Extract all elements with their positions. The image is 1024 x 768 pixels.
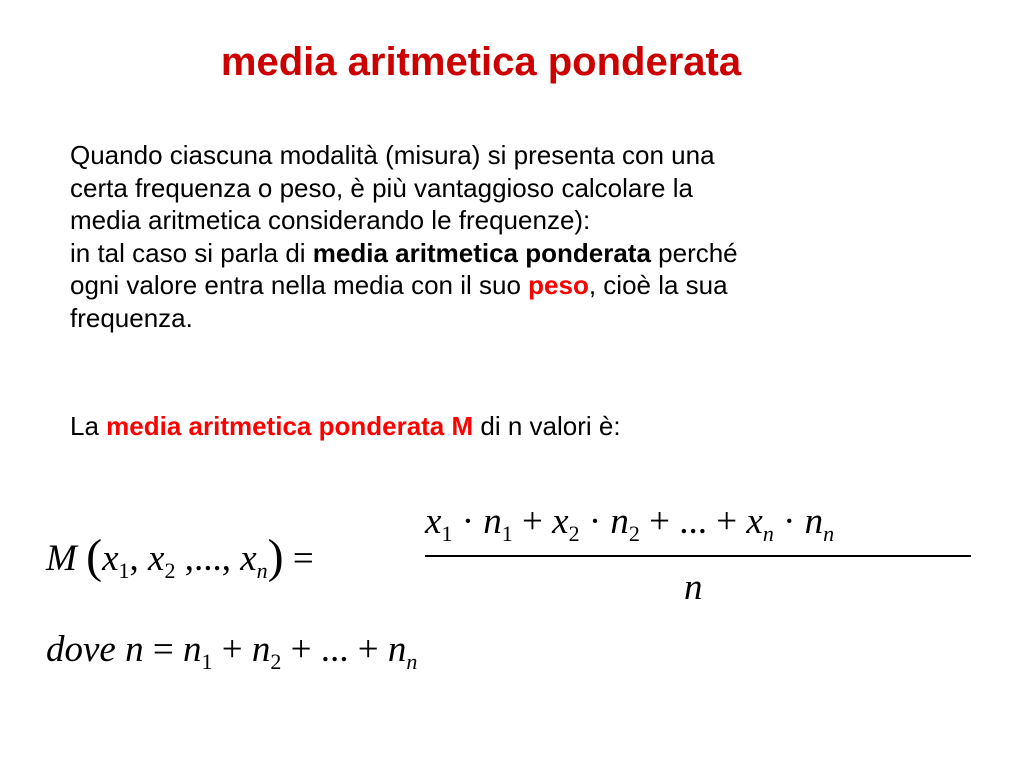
formula-equals: = xyxy=(283,538,314,579)
intro-post: di n valori è: xyxy=(473,411,621,441)
dove-n2-sub: 2 xyxy=(270,649,282,674)
dove-word: dove xyxy=(46,629,116,670)
formula-x1-sub: 1 xyxy=(118,558,130,583)
dove-plus2: + ... + xyxy=(281,629,388,670)
num-dot2: · xyxy=(579,501,611,542)
para-line-4-bold: media aritmetica ponderata xyxy=(312,237,651,268)
formula-close-paren: ) xyxy=(267,530,284,583)
fraction-bar xyxy=(425,555,971,557)
num-dot1: · xyxy=(452,501,484,542)
num-n2: n xyxy=(610,501,629,542)
num-dot3: · xyxy=(773,501,805,542)
num-nn-sub: n xyxy=(823,521,835,546)
slide-title: media aritmetica ponderata xyxy=(220,40,742,84)
num-x2-sub: 2 xyxy=(568,521,580,546)
formula-x1: x xyxy=(102,538,119,579)
dove-plus1: + xyxy=(212,629,252,670)
dove-equals: = xyxy=(143,629,183,670)
num-xn-sub: n xyxy=(762,521,774,546)
num-plus1: + xyxy=(512,501,553,542)
dove-nn-sub: n xyxy=(406,649,418,674)
para-line-5-post: , cioè la sua xyxy=(588,270,728,300)
definition-paragraph xyxy=(70,139,970,334)
dove-n2: n xyxy=(251,629,271,670)
formula-dove xyxy=(46,628,418,674)
formula-lhs xyxy=(46,527,314,582)
formula-xn: x xyxy=(240,538,257,579)
num-xn: x xyxy=(746,501,763,542)
num-x1: x xyxy=(425,501,442,542)
para-line-5-red: peso xyxy=(528,270,589,300)
para-line-6: frequenza. xyxy=(70,302,193,333)
dove-n: n xyxy=(115,629,144,670)
formula-denominator: n xyxy=(684,567,703,608)
para-line-4-post: perché xyxy=(650,237,738,268)
num-n1-sub: 1 xyxy=(501,521,513,546)
intro-red: media aritmetica ponderata M xyxy=(106,411,474,441)
formula-xn-sub: n xyxy=(256,558,268,583)
dove-nn: n xyxy=(387,629,407,670)
formula-M: M xyxy=(46,538,77,579)
num-nn: n xyxy=(804,501,824,542)
formula-x2: x xyxy=(148,538,165,579)
para-line-3: media aritmetica considerando le frequenze): xyxy=(70,205,591,235)
intro-pre: La xyxy=(70,411,107,441)
num-x1-sub: 1 xyxy=(441,521,453,546)
num-n1: n xyxy=(483,501,502,542)
formula-open-paren: ( xyxy=(86,530,103,583)
dove-n1-sub: 1 xyxy=(201,649,213,674)
num-n2-sub: 2 xyxy=(628,521,640,546)
formula-x2-sub: 2 xyxy=(164,558,176,583)
num-plus2: + ... + xyxy=(639,501,747,542)
para-line-5-pre: ogni valore entra nella media con il suo xyxy=(70,270,529,300)
formula-numerator xyxy=(425,500,835,546)
formula-sep1: , xyxy=(129,538,148,579)
num-x2: x xyxy=(552,501,569,542)
para-line-1: Quando ciascuna modalità (misura) si presenta con una xyxy=(70,140,715,170)
dove-n1: n xyxy=(182,629,202,670)
formula-sep2: ,..., xyxy=(175,538,241,579)
formula-intro xyxy=(70,410,970,442)
para-line-2: certa frequenza o peso, è più vantaggioso calcolare la xyxy=(70,172,693,203)
para-line-4-pre: in tal caso si parla di xyxy=(70,237,313,268)
